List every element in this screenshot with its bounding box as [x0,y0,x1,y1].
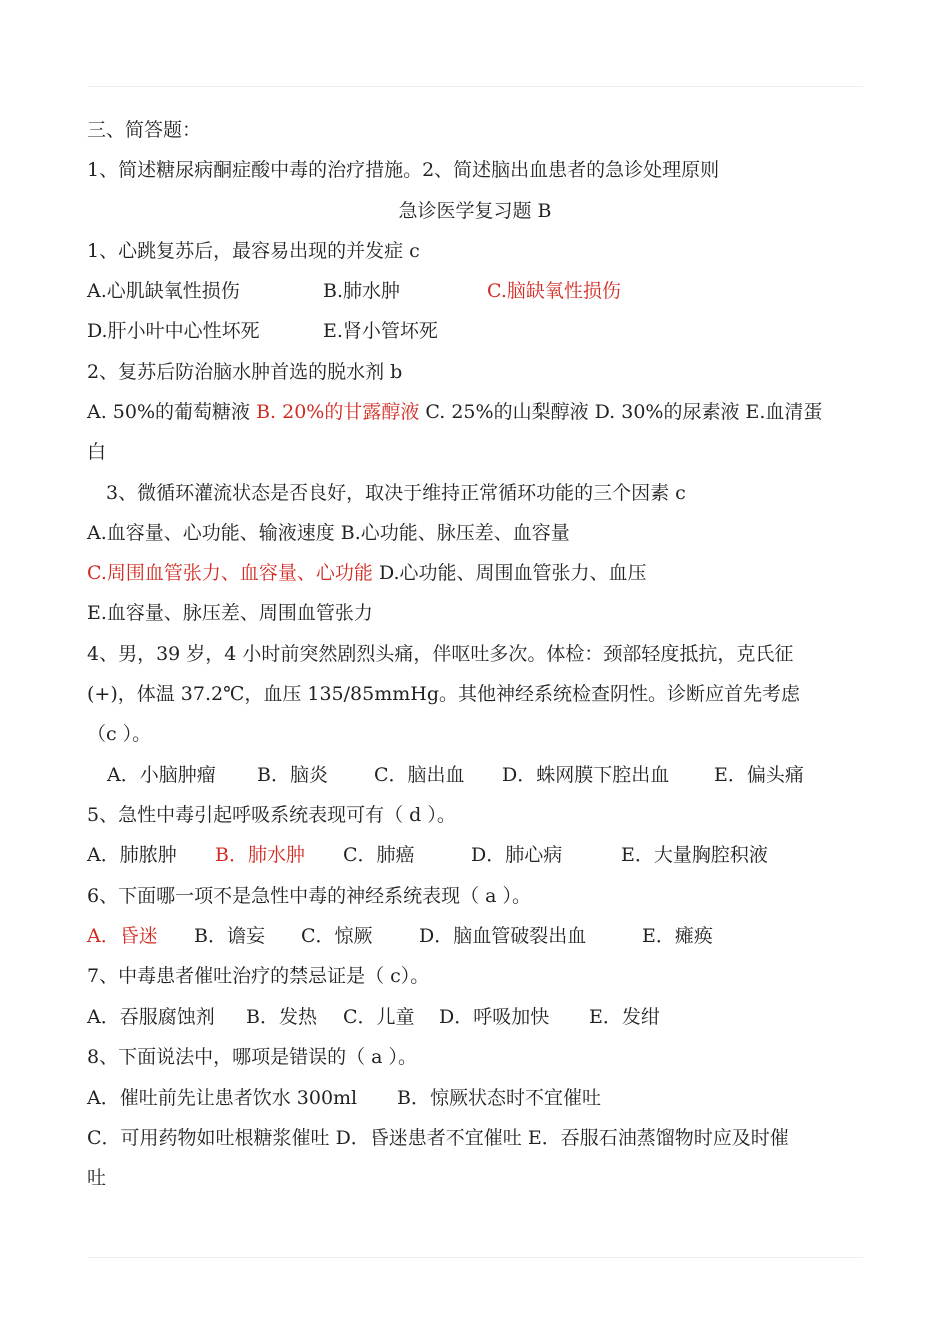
top-rule [88,86,863,87]
q3-options-cd [87,560,877,586]
q2-option-b-answer: B. 20%的甘露醇液 [256,401,420,423]
q8-options-cde: C．可用药物如吐根糖浆催吐 D．昏迷患者不宜催吐 E．吞服石油蒸馏物时应及时催 [87,1127,789,1149]
q7-option-e: E．发绀 [589,1006,660,1028]
q3-stem: 3、微循环灌流状态是否良好，取决于维持正常循环功能的三个因素 c [106,482,686,504]
q1-option-a: A.心肌缺氧性损伤 [87,280,240,302]
q1-option-e: E.肾小管坏死 [323,320,438,342]
q5-option-a: A．肺脓肿 [87,844,177,866]
q2-options [87,399,877,425]
q6-option-b: B．谵妄 [194,925,265,947]
q4-stem-line1: 4、男，39 岁，4 小时前突然剧烈头痛，伴呕吐多次。体检：颈部轻度抵抗，克氏征 [87,643,794,665]
q8-option-b: B．惊厥状态时不宜催吐 [397,1087,601,1109]
q2-stem: 2、复苏后防治脑水肿首选的脱水剂 b [87,361,403,383]
q4-option-a: A．小脑肿瘤 [107,764,216,786]
q1-option-c-answer: C.脑缺氧性损伤 [487,280,621,302]
q3-options-ab: A.血容量、心功能、输液速度 B.心功能、脉压差、血容量 [87,522,570,544]
short-answer-questions: 1、简述糖尿病酮症酸中毒的治疗措施。2、简述脑出血患者的急诊处理原则 [87,159,720,181]
q4-option-e: E．偏头痛 [714,764,804,786]
q4-stem-line3: （c ）。 [87,723,152,745]
q6-stem: 6、下面哪一项不是急性中毒的神经系统表现（ a ）。 [87,885,531,907]
q4-option-d: D．蛛网膜下腔出血 [502,764,670,786]
q4-stem-line2: (+)，体温 37.2℃，血压 135/85mmHg。其他神经系统检查阴性。诊断应首先考虑 [87,683,800,705]
q1-option-d: D.肝小叶中心性坏死 [87,320,260,342]
q7-option-b: B．发热 [246,1006,317,1028]
q3-option-c-answer: C.周围血管张力、血容量、心功能 [87,562,373,584]
q6-option-e: E．瘫痪 [642,925,713,947]
doc-title: 急诊医学复习题 B [398,200,552,222]
q3-option-d: D.心功能、周围血管张力、血压 [378,562,647,584]
bottom-rule [88,1257,863,1258]
q5-option-d: D．肺心病 [471,844,563,866]
q7-option-d: D．呼吸加快 [439,1006,550,1028]
q1-option-b: B.肺水肿 [323,280,401,302]
section-title: 三、简答题： [87,119,202,141]
q5-option-c: C．肺癌 [343,844,415,866]
q1-stem: 1、心跳复苏后，最容易出现的并发症 c [87,240,420,262]
q7-option-c: C．儿童 [343,1006,415,1028]
q8-option-a: A．催吐前先让患者饮水 300ml [87,1087,358,1109]
q4-option-c: C．脑出血 [374,764,465,786]
q6-option-c: C．惊厥 [301,925,373,947]
q4-option-b: B．脑炎 [257,764,328,786]
q5-option-b-answer: B．肺水肿 [215,844,305,866]
q7-option-a: A．吞服腐蚀剂 [87,1006,215,1028]
q2-options-cont: 白 [87,441,107,463]
q7-stem: 7、中毒患者催吐治疗的禁忌证是（ c）。 [87,965,430,987]
q6-option-a-answer: A．昏迷 [87,925,158,947]
q5-stem: 5、急性中毒引起呼吸系统表现可有（ d ）。 [87,804,456,826]
q8-stem: 8、下面说法中，哪项是错误的（ a ）。 [87,1046,417,1068]
q2-options-cde: C. 25%的山梨醇液 D. 30%的尿素液 E.血清蛋 [425,401,823,423]
q5-option-e: E．大量胸腔积液 [621,844,768,866]
q8-options-cont: 吐 [87,1167,107,1189]
q3-option-e: E.血容量、脉压差、周围血管张力 [87,602,373,624]
q6-option-d: D．脑血管破裂出血 [419,925,587,947]
q2-option-a: A. 50%的葡萄糖液 [87,401,251,423]
